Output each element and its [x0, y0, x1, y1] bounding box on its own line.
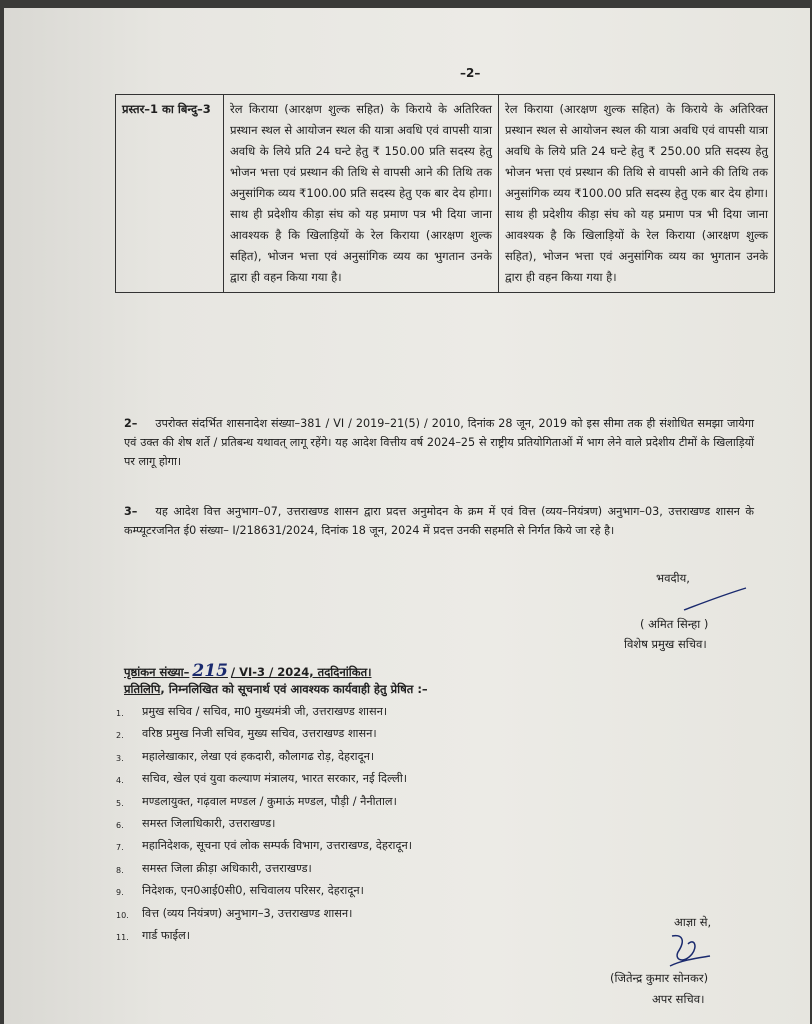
copy-text: , निम्नलिखित को सूचनार्थ एवं आवश्यक कार्यवाही हेतु प्रेषित :– [160, 682, 428, 696]
endorsement-suffix: / VI-3 / 2024, तददिनांकित। [230, 665, 372, 679]
recipient-list [116, 702, 412, 948]
table-row [116, 95, 775, 293]
list-item: 7. महानिदेशक, सूचना एवं लोक सम्पर्क विभाग, उत्तराखण्ड, देहरादून। [116, 839, 412, 853]
list-item: 2. वरिष्ठ प्रमुख निजी सचिव, मुख्य सचिव, उत्तराखण्ड शासन। [116, 727, 377, 741]
order-closing: आज्ञा से, [674, 915, 712, 929]
list-item: 5. मण्डलायुक्त, गढ़वाल मण्डल / कुमाऊं मण्डल, पौड़ी / नैनीताल। [116, 794, 397, 808]
table-new-provision: रेल किराया (आरक्षण शुल्क सहित) के किराये के अतिरिक्त प्रस्थान स्थल से आयोजन स्थल की यात्रा अवधि एवं वापसी यात्रा अवधि के लिये प्रति 24 घन्टे हेतु ₹ 250.00 प्रति सदस्य हेतु भोजन भत्ता एवं प्रस्थान की तिथि से वापसी आने की तिथि तक अनुसांगिक व्यय ₹100.00 प्रति सदस्य हेतु एक बार देय होगा। साथ ही प्रदेशीय कीड़ा संघ को यह प्रमाण पत्र भी दिया जाना आवश्यक है कि खिलाड़ियों के रेल किराया (आरक्षण शुल्क सहित), भोजन भत्ता एवं अनुसांगिक व्यय का भुगतान उनके द्वारा ही वहन किया गया है। [499, 95, 775, 293]
signatory-name: (जितेन्द्र कुमार सोनकर) [610, 971, 709, 985]
list-item: 4. सचिव, खेल एवं युवा कल्याण मंत्रालय, भारत सरकार, नई दिल्ली। [116, 772, 408, 786]
paragraph-text: यह आदेश वित्त अनुभाग–07, उत्तराखण्ड शासन द्वारा प्रदत्त अनुमोदन के क्रम में एवं वित्त (व्यय–नियंत्रण) अनुभाग–03, उत्तराखण्ड शासन के कम्प्यूटरजनित ई0 संख्या– I/218631/2024, दिनांक 18 जून, 2024 में प्रदत्त उनकी सहमति से निर्गत किये जा रहे है। [124, 505, 754, 537]
copy-to-line [124, 682, 428, 697]
signatory-designation: अपर सचिव। [652, 992, 705, 1006]
endorsement-prefix: पृष्ठांकन संख्या– [124, 665, 190, 679]
page-number: –2– [460, 66, 481, 80]
signature-scribble [680, 586, 750, 616]
table-old-provision: रेल किराया (आरक्षण शुल्क सहित) के किराये के अतिरिक्त प्रस्थान स्थल से आयोजन स्थल की यात्रा अवधि एवं वापसी यात्रा अवधि के लिये प्रति 24 घन्टे हेतु ₹ 150.00 प्रति सदस्य हेतु भोजन भत्ता एवं प्रस्थान की तिथि से वापसी आने की तिथि तक अनुसांगिक व्यय ₹100.00 प्रति सदस्य हेतु एक बार देय होगा। साथ ही प्रदेशीय कीड़ा संघ को यह प्रमाण पत्र भी दिया जाना आवश्यक है कि खिलाड़ियों के रेल किराया (आरक्षण शुल्क सहित), भोजन भत्ता एवं अनुसांगिक व्यय का भुगतान उनके द्वारा ही वहन किया गया है। [224, 95, 499, 293]
paragraph-3 [124, 502, 754, 540]
signature-closing: भवदीय, [656, 571, 690, 585]
list-item: 3. महालेखाकार, लेखा एवं हकदारी, कौलागढ रोड़, देहरादून। [116, 749, 375, 763]
paragraph-number: 2– [124, 417, 138, 430]
signatory-designation: विशेष प्रमुख सचिव। [624, 637, 707, 651]
list-item: 9. निदेशक, एन0आई0सी0, सचिवालय परिसर, देहरादून। [116, 884, 364, 898]
handwritten-number: 215 [192, 661, 228, 681]
copy-label: प्रतिलिपि [124, 682, 161, 696]
list-item: 6. समस्त जिलाधिकारी, उत्तराखण्ड। [116, 817, 276, 831]
amendment-table [115, 94, 775, 293]
paragraph-number: 3– [124, 505, 138, 518]
list-item: 1. प्रमुख सचिव / सचिव, मा0 मुख्यमंत्री जी, उत्तराखण्ड शासन। [116, 705, 388, 718]
endorsement-number [124, 661, 371, 681]
list-item: 11. गार्ड फाईल। [116, 929, 191, 943]
list-item: 10. वित्त (व्यय नियंत्रण) अनुभाग–3, उत्तराखण्ड शासन। [116, 906, 353, 920]
paragraph-text: उपरोक्त संदर्भित शासनादेश संख्या–381 / VI / 2019–21(5) / 2010, दिनांक 28 जून, 2019 को इस सीमा तक ही संशोधित समझा जायेगा एवं उक्त की शेष शर्ते / प्रतिबन्ध यथावत् लागू रहेंगे। यह आदेश वित्तीय वर्ष 2024–25 से राष्ट्रीय प्रतियोगिताओं में भाग लेने वाले प्रदेशीय टीमों के खिलाड़ियों पर लागू होगा। [124, 417, 754, 468]
paragraph-2 [124, 414, 754, 471]
list-item: 8. समस्त जिला क्रीड़ा अधिकारी, उत्तराखण्ड। [116, 861, 312, 875]
table-label-cell: प्रस्तर–1 का बिन्दु–3 [116, 95, 224, 293]
signatory-name: ( अमित सिन्हा ) [640, 617, 709, 631]
document-page [4, 8, 810, 1024]
